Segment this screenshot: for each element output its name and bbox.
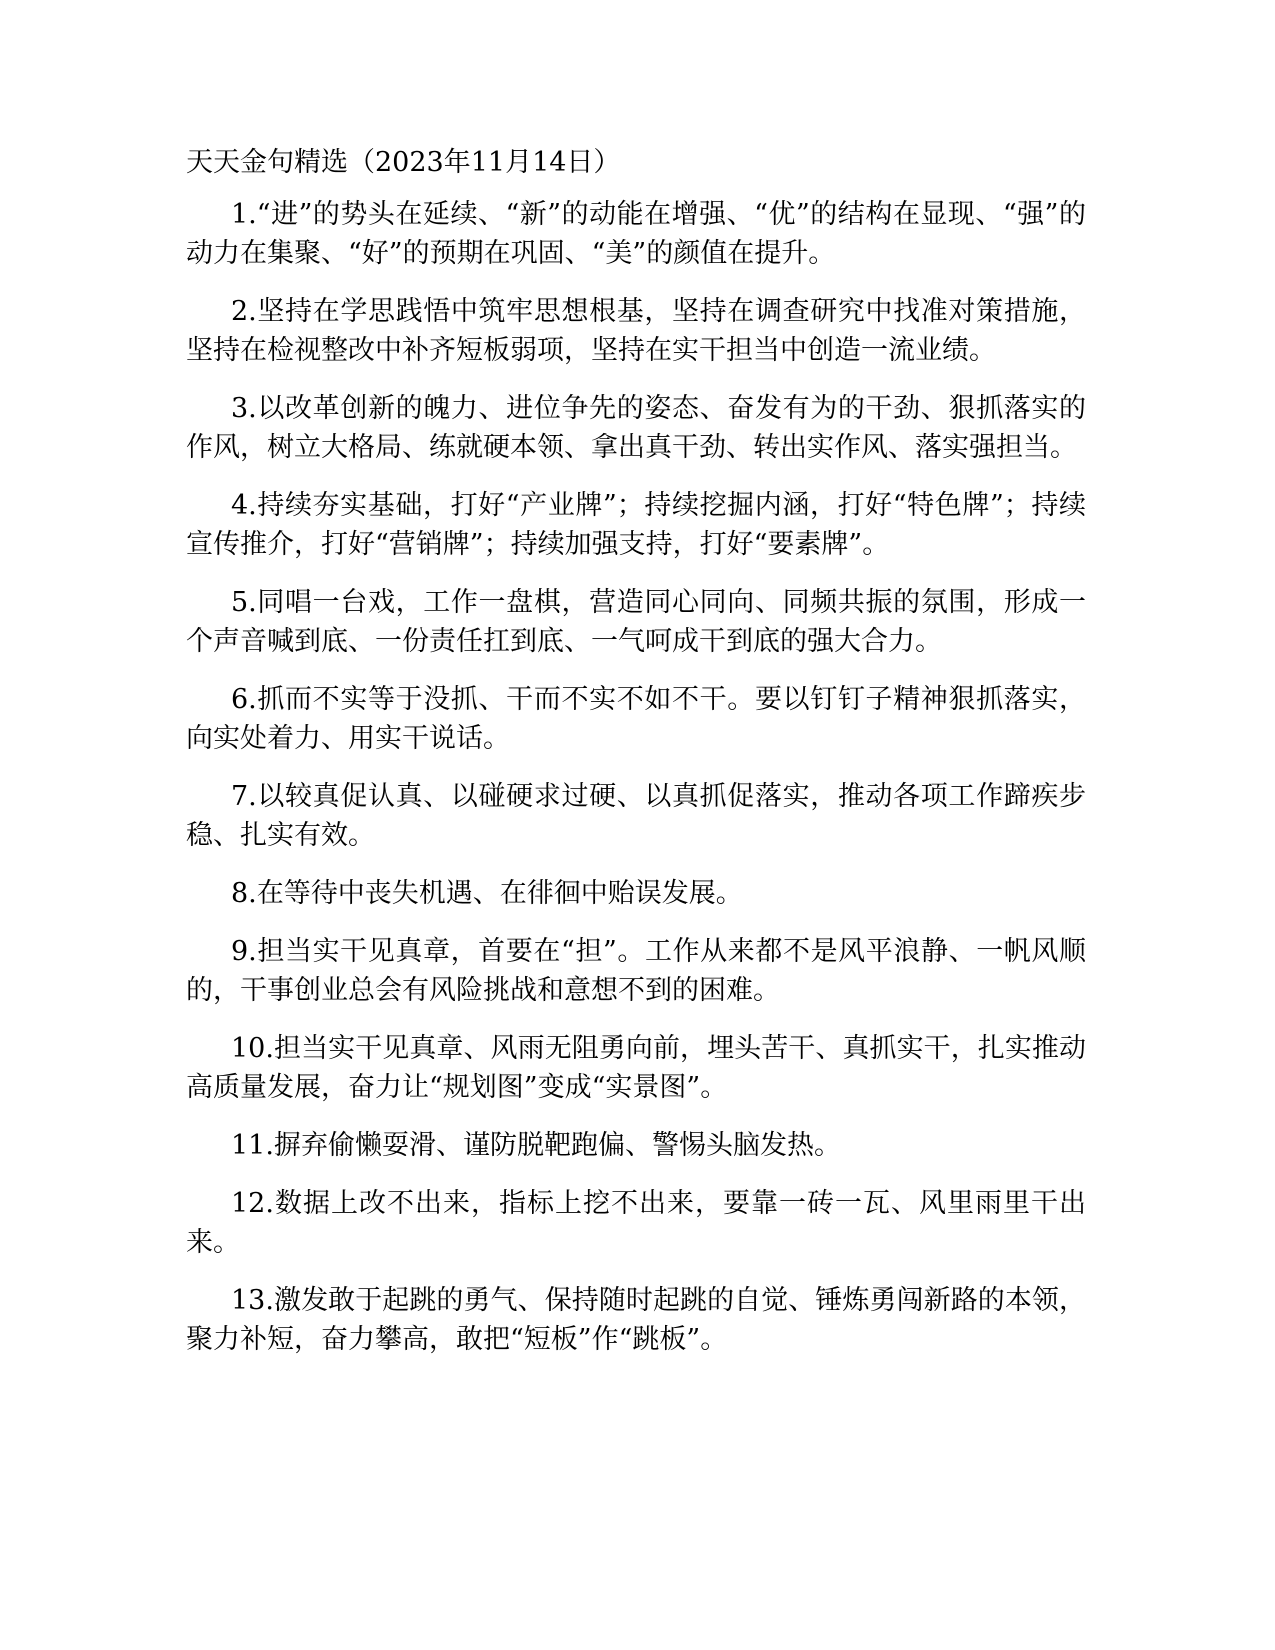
quote-item-13: 13.激发敢于起跳的勇气、保持随时起跳的自觉、锤炼勇闯新路的本领，聚力补短，奋力攀高，敢把“短板”作“跳板”。: [186, 1285, 1086, 1355]
quote-item-4: 4.持续夯实基础，打好“产业牌”；持续挖掘内涵，打好“特色牌”；持续宣传推介，打好“营销牌”；持续加强支持，打好“要素牌”。: [186, 490, 1086, 560]
quote-item-8: 8.在等待中丧失机遇、在徘徊中贻误发展。: [231, 878, 743, 909]
quote-item-11: 11.摒弃偷懒耍滑、谨防脱靶跑偏、警惕头脑发热。: [231, 1130, 841, 1161]
quote-item-1: 1.“进”的势头在延续、“新”的动能在增强、“优”的结构在显现、“强”的动力在集聚、“好”的预期在巩固、“美”的颜值在提升。: [186, 199, 1086, 269]
document-title: 天天金句精选（2023年11月14日）: [186, 147, 621, 178]
quote-item-6: 6.抓而不实等于没抓、干而不实不如不干。要以钉钉子精神狠抓落实，向实处着力、用实干说话。: [186, 684, 1086, 754]
document-page: [186, 143, 1086, 1378]
quote-item-5: 5.同唱一台戏，工作一盘棋，营造同心同向、同频共振的氛围，形成一个声音喊到底、一份责任扛到底、一气呵成干到底的强大合力。: [186, 587, 1086, 657]
quote-item-3: 3.以改革创新的魄力、进位争先的姿态、奋发有为的干劲、狠抓落实的作风，树立大格局、练就硬本领、拿出真干劲、转出实作风、落实强担当。: [186, 393, 1086, 463]
quote-item-10: 10.担当实干见真章、风雨无阻勇向前，埋头苦干、真抓实干，扎实推动高质量发展，奋力让“规划图”变成“实景图”。: [186, 1033, 1086, 1103]
quote-item-9: 9.担当实干见真章，首要在“担”。工作从来都不是风平浪静、一帆风顺的，干事创业总会有风险挑战和意想不到的困难。: [186, 936, 1086, 1006]
quote-item-2: 2.坚持在学思践悟中筑牢思想根基，坚持在调查研究中找准对策措施，坚持在检视整改中补齐短板弱项，坚持在实干担当中创造一流业绩。: [186, 296, 1086, 366]
quote-item-7: 7.以较真促认真、以碰硬求过硬、以真抓促落实，推动各项工作蹄疾步稳、扎实有效。: [186, 781, 1086, 851]
quote-item-12: 12.数据上改不出来，指标上挖不出来，要靠一砖一瓦、风里雨里干出来。: [186, 1188, 1086, 1258]
